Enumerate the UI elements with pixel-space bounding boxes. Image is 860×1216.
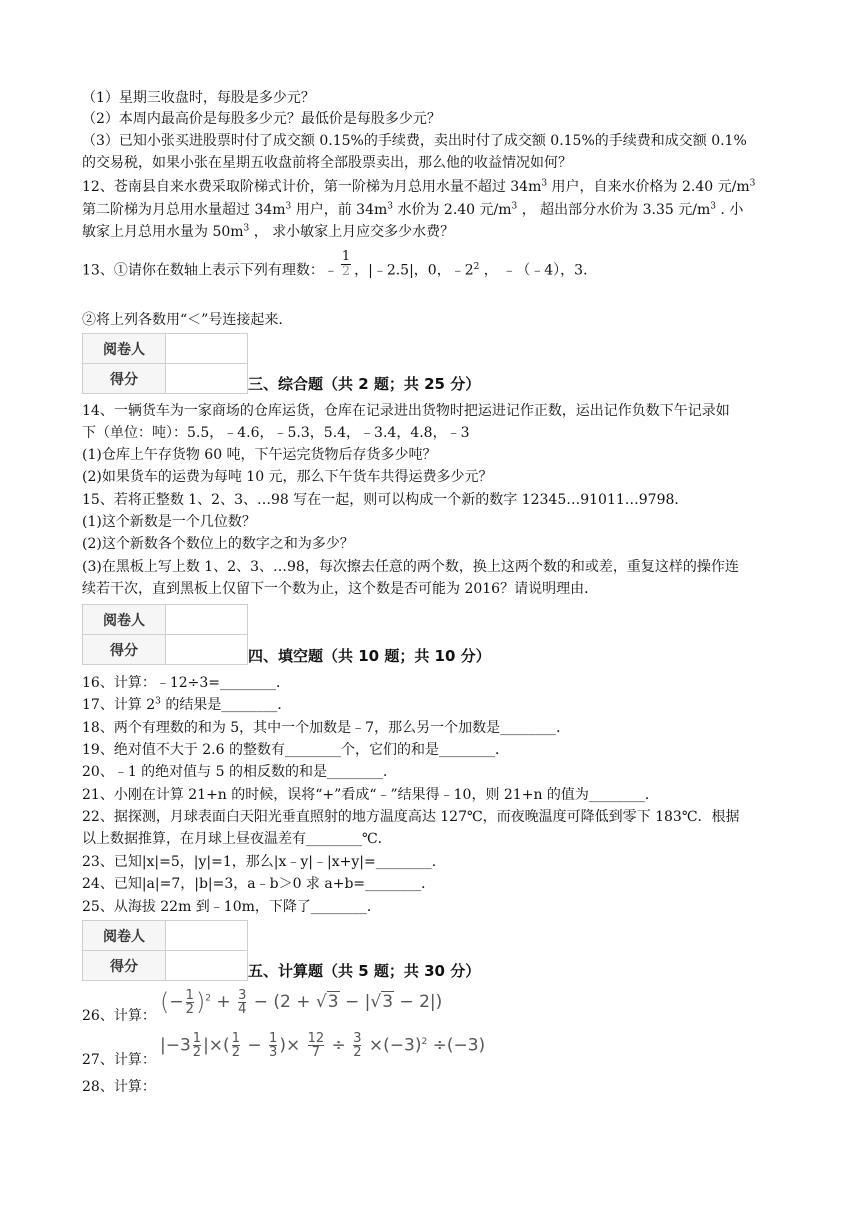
expr: − (2 + √ xyxy=(248,992,327,1012)
q11-part2: （2）本周内最高价是每股多少元？最低价是每股多少元？ xyxy=(82,111,441,127)
sup: 2 xyxy=(421,1036,428,1047)
paren: ( xyxy=(160,988,170,1016)
expr: ÷ xyxy=(326,1035,352,1056)
fill-line: 19、绝对值不大于 2.6 的整数有________个，它们的和是________． xyxy=(82,742,509,758)
q26-label: 26、计算： xyxy=(82,1008,156,1024)
section-heading: 四、填空题（共 10 题；共 10 分） xyxy=(248,647,491,665)
q12-text: 敏家上月总用水量为 50m xyxy=(82,224,244,240)
q15-line: (2)这个新数各个数位上的数字之和为多少？ xyxy=(82,536,354,552)
sup: 3 xyxy=(387,201,394,212)
grader-box xyxy=(82,920,248,981)
minus: − xyxy=(169,992,184,1012)
q17-text: 的结果是________． xyxy=(160,697,292,713)
fill-line: 22、据探测，月球表面白天阳光垂直照射的地方温度高达 127℃，而夜晚温度可降低到零下 183℃．根据 xyxy=(82,809,740,825)
q12-line1 xyxy=(82,177,782,197)
q12-text: 用户，前 34m xyxy=(291,202,388,218)
q15-line: 续若干次，直到黑板上仅留下一个数为止，这个数是否可能为 2016？请说明理由． xyxy=(82,581,599,597)
q27-label: 27、计算： xyxy=(82,1052,156,1068)
q13-text: ，|﹣2.5|，0，﹣2 xyxy=(354,262,474,279)
fraction-numerator: 1 xyxy=(185,987,194,1003)
fraction-denominator: 2 xyxy=(231,1045,240,1060)
score-label: 得分 xyxy=(83,951,166,981)
fraction-numerator: 3 xyxy=(238,987,247,1003)
expr: |×( xyxy=(203,1035,230,1056)
grader-box xyxy=(82,604,248,665)
fraction-numerator: 1 xyxy=(341,249,351,264)
reviewer-label: 阅卷人 xyxy=(83,334,166,364)
q12-text: 12、苍南县自来水费采取阶梯式计价，第一阶梯为月总用水量不超过 34m xyxy=(82,179,542,195)
fraction xyxy=(269,1032,277,1059)
fill-line: 25、从海拔 22m 到﹣10m，下降了________． xyxy=(82,899,381,915)
fraction-denominator: 2 xyxy=(192,1045,202,1060)
q15-line: (3)在黑板上写上数 1、2、3、…98，每次擦去任意的两个数，换上这两个数的和或差，重复这样的操作连 xyxy=(82,559,739,575)
fraction xyxy=(238,989,246,1016)
sup: 2 xyxy=(473,261,480,272)
reviewer-label: 阅卷人 xyxy=(83,605,166,635)
fraction xyxy=(193,1032,201,1059)
radicand: 3 xyxy=(382,992,394,1012)
fraction-denominator: 3 xyxy=(269,1045,278,1060)
q15-line: (1)这个新数是一个几位数？ xyxy=(82,514,256,530)
q13-line2: ②将上列各数用“＜”号连接起来. xyxy=(82,312,283,328)
sup: 3 xyxy=(541,178,548,189)
grader-box xyxy=(82,333,248,394)
fraction xyxy=(308,1032,325,1059)
fraction xyxy=(341,250,351,279)
expr: )× xyxy=(279,1035,306,1056)
q12-text: 用户，自来水价格为 2.40 元/m xyxy=(547,179,750,195)
fraction xyxy=(353,1032,361,1059)
sup: 3 xyxy=(155,696,161,707)
score-label: 得分 xyxy=(83,635,166,665)
q12-line2 xyxy=(82,200,782,220)
q16-line: 16、计算：﹣12÷3=________． xyxy=(82,675,290,691)
sup: 3 xyxy=(243,223,250,234)
sup: 2 xyxy=(205,993,212,1004)
reviewer-cell xyxy=(166,605,248,635)
sup: 3 xyxy=(710,201,716,212)
fill-line: 24、已知|a|=7，|b|=3，a﹣b＞0 求 a+b=________． xyxy=(82,876,436,892)
reviewer-label: 阅卷人 xyxy=(83,921,166,951)
fraction-numerator: 3 xyxy=(353,1031,362,1046)
fraction-numerator: 1 xyxy=(231,1031,240,1046)
q12-text: ， 求小敏家上月应交多少水费？ xyxy=(249,224,455,240)
expr: ×(−3) xyxy=(363,1035,422,1056)
op: + xyxy=(211,992,237,1012)
score-cell xyxy=(166,635,248,665)
radicand: 3 xyxy=(327,992,339,1012)
score-label: 得分 xyxy=(83,364,166,394)
fraction-numerator: 1 xyxy=(269,1031,278,1046)
fraction-denominator: 2 xyxy=(185,1001,194,1017)
fill-line: 20、﹣1 的绝对值与 5 的相反数的和是________． xyxy=(82,764,397,780)
q12-text: 第二阶梯为月总用水量超过 34m xyxy=(82,202,286,218)
q14-line: 14、一辆货车为一家商场的仓库运货，仓库在记录进出货物时把运进记作正数，运出记作负数下午记录如 xyxy=(82,403,730,419)
q28-label: 28、计算： xyxy=(82,1079,156,1095)
expr: |−3 xyxy=(160,1035,191,1056)
paren: ) xyxy=(195,988,206,1016)
q11-part3-cont: 的交易税，如果小张在星期五收盘前将全部股票卖出，那么他的收益情况如何？ xyxy=(82,155,572,171)
expr: − 2|) xyxy=(394,992,443,1012)
q12-text: ， 超出部分水价为 3.35 元/m xyxy=(517,202,711,218)
q17-text: 17、计算 2 xyxy=(82,697,156,713)
expr: − |√ xyxy=(339,992,382,1012)
fraction-denominator: 2 xyxy=(341,264,351,279)
reviewer-cell xyxy=(166,334,248,364)
score-cell xyxy=(166,951,248,981)
fill-line: 18、两个有理数的和为 5，其中一个加数是﹣7，那么另一个加数是________． xyxy=(82,720,571,736)
fill-line: 21、小刚在计算 21+n 的时候，误将“+”看成“﹣”结果得﹣10，则 21+n 的值为________． xyxy=(82,787,659,803)
fraction xyxy=(232,1032,240,1059)
q27-formula xyxy=(160,1032,485,1059)
reviewer-cell xyxy=(166,921,248,951)
fraction-denominator: 2 xyxy=(353,1045,362,1060)
fraction xyxy=(186,989,194,1016)
sup: 3 xyxy=(749,178,756,189)
q13-text: ， ﹣（﹣4），3． xyxy=(479,262,598,279)
fill-line: 23、已知|x|=5，|y|=1，那么|x﹣y|﹣|x+y|=________． xyxy=(82,854,446,870)
q12-text: . 小 xyxy=(715,202,744,218)
fraction-denominator: 7 xyxy=(311,1045,320,1060)
q12-text: 水价为 2.40 元/m xyxy=(393,202,512,218)
section-heading: 五、计算题（共 5 题；共 30 分） xyxy=(248,962,481,980)
expr: ÷(−3) xyxy=(427,1035,486,1056)
q14-line: 下（单位：吨）：5.5，﹣4.6，﹣5.3，5.4，﹣3.4，4.8，﹣3 xyxy=(82,425,470,441)
q13-text: 13、①请你在数轴上表示下列有理数：﹣ xyxy=(82,262,338,279)
q14-line: (2)如果货车的运费为每吨 10 元，那么下午货车共得运费多少元？ xyxy=(82,469,493,485)
section-heading: 三、综合题（共 2 题；共 25 分） xyxy=(248,375,481,393)
q26-formula xyxy=(160,988,442,1016)
score-cell xyxy=(166,364,248,394)
q11-part1: （1）星期三收盘时，每股是多少元？ xyxy=(82,90,315,106)
sup: 3 xyxy=(285,201,292,212)
fraction-numerator: 12 xyxy=(307,1031,325,1046)
q13-line1 xyxy=(82,249,782,285)
q14-line: (1)仓库上午存货物 60 吨，下午运完货物后存货多少吨？ xyxy=(82,447,437,463)
q17-line xyxy=(82,695,782,715)
fraction-numerator: 1 xyxy=(192,1031,202,1046)
fraction-denominator: 4 xyxy=(238,1001,247,1017)
sup: 3 xyxy=(511,201,518,212)
fill-line: 以上数据推算，在月球上昼夜温差有________℃． xyxy=(82,831,392,847)
q15-line: 15、若将正整数 1、2、3、…98 写在一起，则可以构成一个新的数字 12345…91011…9798． xyxy=(82,492,689,508)
expr: − xyxy=(241,1035,268,1056)
q12-line3 xyxy=(82,222,782,242)
q11-part3: （3）已知小张买进股票时付了成交额 0.15%的手续费，卖出时付了成交额 0.15%的手续费和成交额 0.1% xyxy=(82,133,747,149)
